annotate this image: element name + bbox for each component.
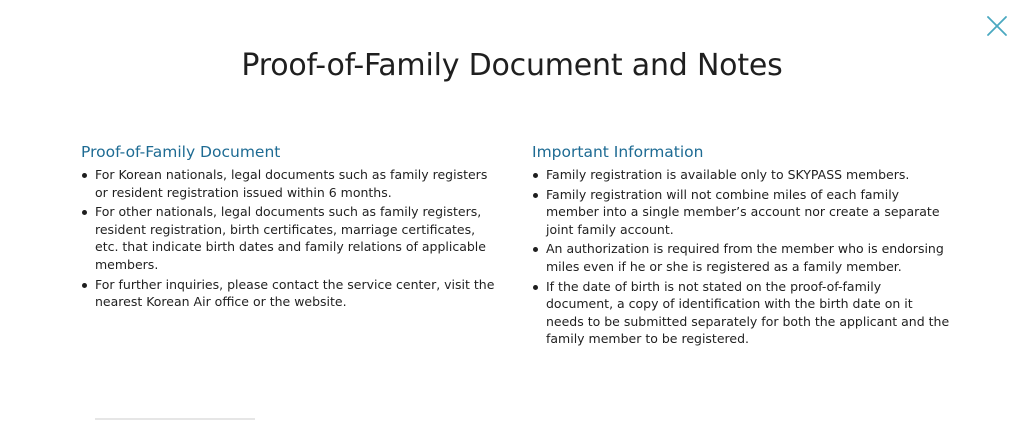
list-item-text: For other nationals, legal documents such as family registers, resident registration, birth certificates, marriage certificates, etc. that indicate birth dates and family relations of applicable members. — [95, 204, 486, 272]
list-item — [532, 278, 952, 348]
bullet-icon — [533, 247, 538, 252]
list-item — [81, 166, 501, 201]
bullet-icon — [82, 283, 87, 288]
document-list — [81, 166, 501, 311]
proof-of-family-section — [81, 142, 501, 313]
close-button[interactable] — [985, 14, 1009, 38]
bullet-icon — [82, 210, 87, 215]
list-item — [532, 166, 952, 184]
bullet-icon — [82, 173, 87, 178]
list-item — [81, 276, 501, 311]
list-item-text: Family registration is available only to SKYPASS members. — [546, 167, 910, 182]
divider — [95, 418, 255, 420]
list-item-text: If the date of birth is not stated on the proof-of-family document, a copy of identification with the birth date on it needs to be submitted separately for both the applicant and the family member to be registered. — [546, 278, 950, 347]
list-item-text: An authorization is required from the member who is endorsing miles even if he or she is registered as a family member. — [546, 241, 944, 274]
list-item-text: Family registration will not combine miles of each family member into a single member’s account nor create a separate joint family account. — [546, 186, 940, 237]
important-information-section — [532, 142, 952, 350]
bullet-icon — [533, 173, 538, 178]
bullet-icon — [533, 285, 538, 290]
section-heading: Proof-of-Family Document — [81, 143, 281, 161]
bullet-icon — [533, 193, 538, 198]
section-heading: Important Information — [532, 143, 704, 161]
information-list — [532, 166, 952, 348]
list-item — [532, 240, 952, 275]
list-item-text: For further inquiries, please contact the service center, visit the nearest Korean Air office or the website. — [95, 276, 495, 310]
close-icon — [985, 14, 1009, 38]
list-item — [532, 186, 952, 239]
list-item — [81, 203, 501, 273]
list-item-text: For Korean nationals, legal documents such as family registers or resident registration issued within 6 months. — [95, 167, 488, 200]
modal-title: Proof-of-Family Document and Notes — [241, 48, 783, 83]
